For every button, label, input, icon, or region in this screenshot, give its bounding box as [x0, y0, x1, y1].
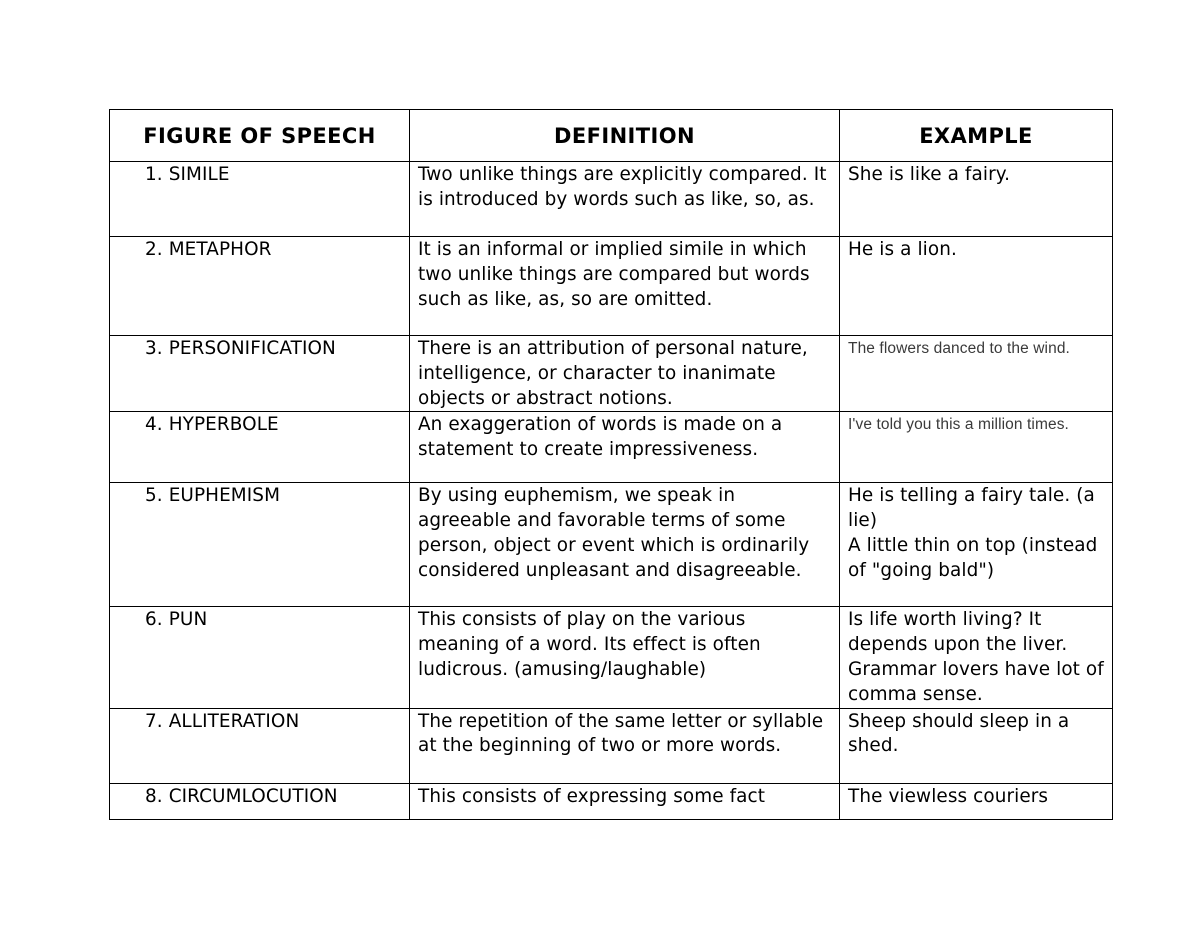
example-cell: [840, 483, 1113, 607]
definition-cell: The repetition of the same letter or syllable at the beginning of two or more words.: [410, 708, 840, 783]
term-cell: 4. HYPERBOLE: [110, 412, 410, 483]
table-row: [110, 483, 1113, 607]
example-text: He is telling a fairy tale. (a lie): [848, 485, 1095, 532]
figures-of-speech-table: [109, 109, 1113, 820]
header-example: EXAMPLE: [840, 110, 1113, 162]
example-text: He is a lion.: [848, 239, 957, 260]
example-text: Is life worth living? It depends upon the liver.: [848, 609, 1068, 656]
header-definition: DEFINITION: [410, 110, 840, 162]
definition-cell: It is an informal or implied simile in which two unlike things are compared but words such as like, as, so are omitted.: [410, 237, 840, 336]
example-cell: [840, 336, 1113, 412]
term-cell: 6. PUN: [110, 607, 410, 708]
table-row: [110, 607, 1113, 708]
table-row: [110, 783, 1113, 819]
example-cell: [840, 783, 1113, 819]
definition-cell: This consists of play on the various meaning of a word. Its effect is often ludicrous. (amusing/laughable): [410, 607, 840, 708]
term-cell: 1. SIMILE: [110, 162, 410, 237]
example-text: I've told you this a million times.: [848, 416, 1069, 434]
header-row: [110, 110, 1113, 162]
table-row: [110, 336, 1113, 412]
example-cell: [840, 412, 1113, 483]
example-cell: [840, 607, 1113, 708]
example-cell: [840, 708, 1113, 783]
example-text: The flowers danced to the wind.: [848, 340, 1070, 357]
example-cell: [840, 237, 1113, 336]
term-cell: 2. METAPHOR: [110, 237, 410, 336]
term-cell: 5. EUPHEMISM: [110, 483, 410, 607]
example-text: Sheep should sleep in a shed.: [848, 710, 1070, 757]
definition-cell: An exaggeration of words is made on a statement to create impressiveness.: [410, 412, 840, 483]
table-row: [110, 237, 1113, 336]
term-cell: 8. CIRCUMLOCUTION: [110, 783, 410, 819]
example-text: The viewless couriers: [848, 785, 1049, 807]
table-row: [110, 708, 1113, 783]
table-row: [110, 162, 1113, 237]
definition-cell: Two unlike things are explicitly compared. It is introduced by words such as like, so, as.: [410, 162, 840, 237]
definition-cell: There is an attribution of personal nature, intelligence, or character to inanimate objects or abstract notions.: [410, 336, 840, 412]
definition-cell: By using euphemism, we speak in agreeable and favorable terms of some person, object or event which is ordinarily considered unpleasant and disagreeable.: [410, 483, 840, 607]
header-figure-of-speech: FIGURE OF SPEECH: [110, 110, 410, 162]
term-cell: 3. PERSONIFICATION: [110, 336, 410, 412]
table-row: [110, 412, 1113, 483]
definition-cell: This consists of expressing some fact: [410, 783, 840, 819]
term-cell: 7. ALLITERATION: [110, 708, 410, 783]
example-text: She is like a fairy.: [848, 164, 1011, 185]
example-text: A little thin on top (instead of "going bald"): [848, 534, 1098, 581]
example-cell: [840, 162, 1113, 237]
example-text: Grammar lovers have lot of comma sense.: [848, 658, 1104, 705]
